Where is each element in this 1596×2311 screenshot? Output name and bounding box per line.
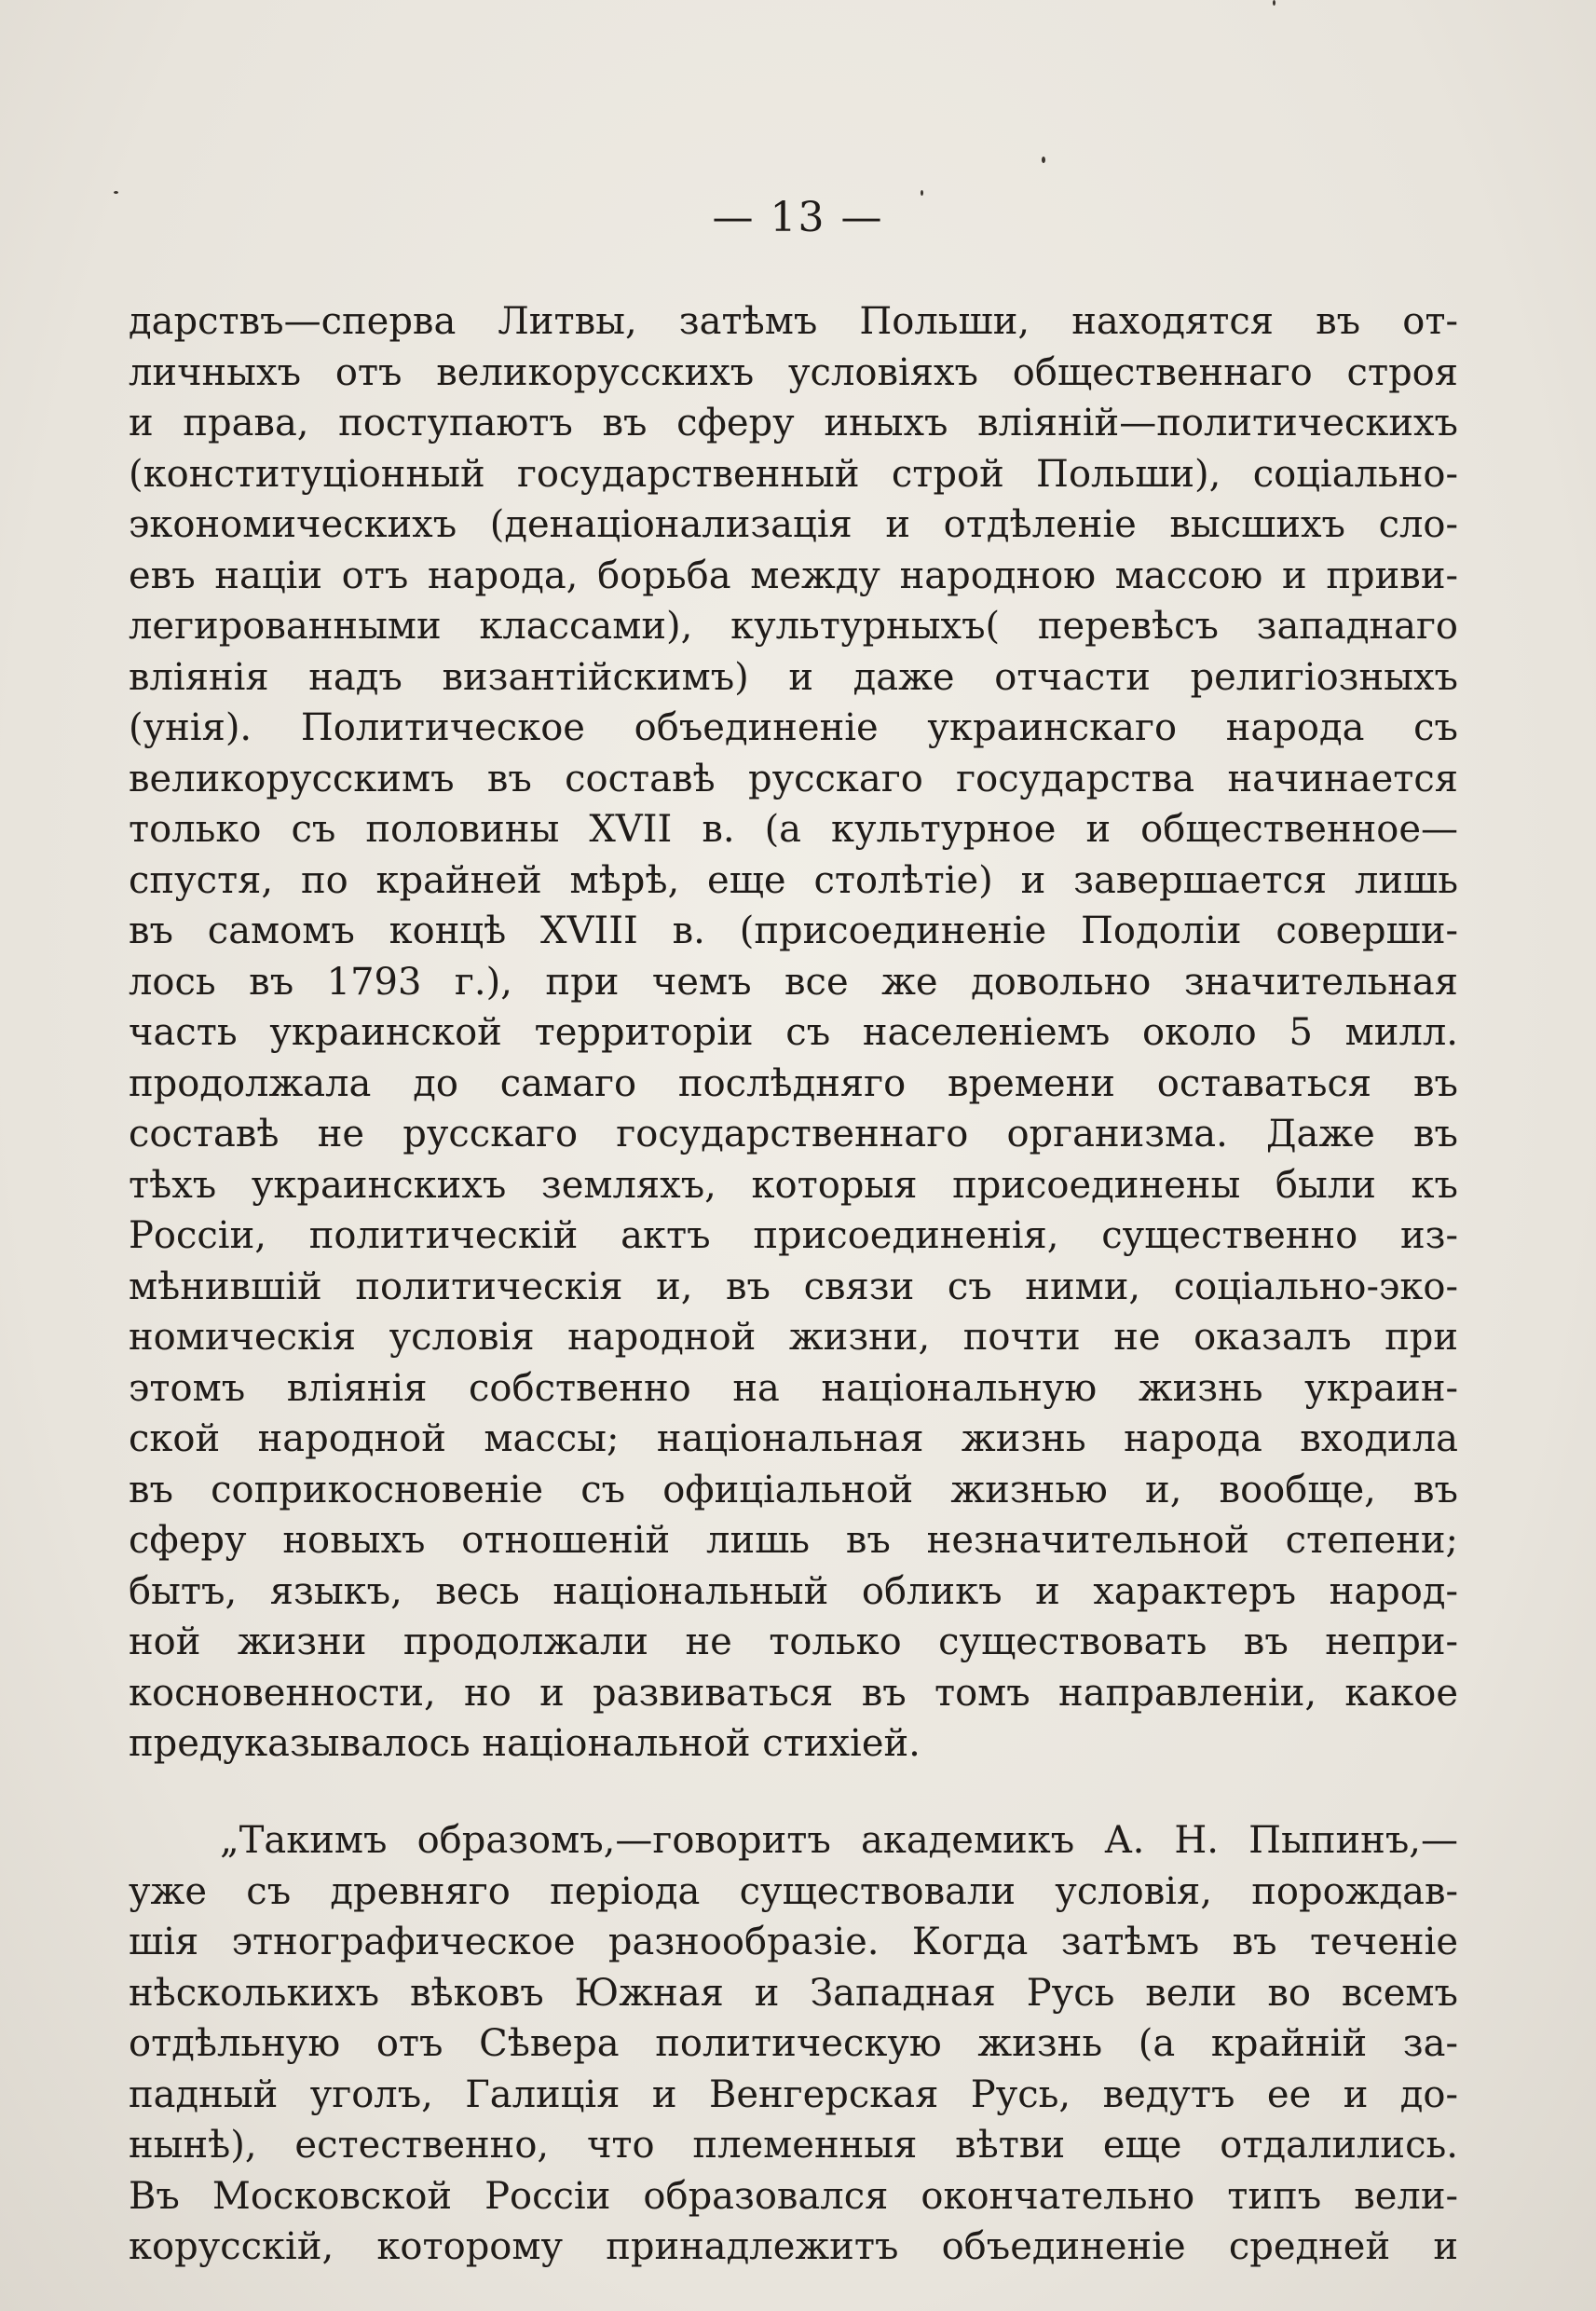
- text-line: вліянія надъ византійскимъ) и даже отчасти религіозныхъ: [129, 655, 1458, 699]
- text-line: „Такимъ образомъ,—говоритъ академикъ А. Н. Пыпинъ,—: [220, 1819, 1458, 1862]
- text-line: Россіи, политическій актъ присоединенія, существенно из-: [129, 1214, 1458, 1257]
- text-line: продолжала до самаго послѣдняго времени оставаться въ: [129, 1061, 1458, 1105]
- text-line: падный уголъ, Галиція и Венгерская Русь, ведутъ ее и до-: [129, 2072, 1458, 2116]
- text-line: легированными классами), культурныхъ( перевѣсъ западнаго: [129, 605, 1458, 648]
- text-line: ской народной массы; національная жизнь народа входила: [129, 1417, 1458, 1460]
- text-line: нѣсколькихъ вѣковъ Южная и Западная Русь вели во всемъ: [129, 1971, 1458, 2015]
- text-line: евъ націи отъ народа, борьба между народною массою и приви-: [129, 554, 1458, 597]
- print-speck: [1273, 0, 1275, 6]
- text-line: часть украинской территоріи съ населеніемъ около 5 милл.: [129, 1011, 1458, 1054]
- text-line: Въ Московской Россіи образовался окончательно типъ вели-: [129, 2174, 1458, 2218]
- text-line: нынѣ), естественно, что племенныя вѣтви еще отдалились.: [129, 2124, 1458, 2167]
- text-line: предуказывалось національной стихіей.: [129, 1722, 921, 1765]
- text-line: этомъ вліянія собственно на національную жизнь украин-: [129, 1366, 1458, 1410]
- text-line: и права, поступаютъ въ сферу иныхъ вліяній—политическихъ: [129, 402, 1458, 444]
- text-line: сферу новыхъ отношеній лишь въ незначительной степени;: [129, 1519, 1458, 1562]
- text-line: ной жизни продолжали не только существовать въ непри-: [129, 1620, 1458, 1663]
- text-line: только съ половины XVII в. (а культурное и общественное—: [129, 808, 1458, 851]
- text-line: корусскій, которому принадлежитъ объединеніе средней и: [129, 2225, 1458, 2268]
- text-line: великорусскимъ въ составѣ русскаго государства начинается: [129, 757, 1458, 800]
- text-line: мѣнившій политическія и, въ связи съ ними, соціально-эко-: [129, 1265, 1458, 1308]
- text-line: дарствъ—сперва Литвы, затѣмъ Польши, находятся въ от-: [129, 300, 1458, 343]
- text-line: въ соприкосновеніе съ офиціальной жизнью и, вообще, въ: [129, 1468, 1458, 1511]
- text-line: уже съ древняго періода существовали условія, порождав-: [129, 1869, 1458, 1913]
- paragraph-quote: [129, 1815, 1458, 2273]
- text-line: лось въ 1793 г.), при чемъ все же довольно значительная: [129, 960, 1458, 1004]
- text-line: спустя, по крайней мѣрѣ, еще столѣтіе) и завершается лишь: [129, 858, 1458, 902]
- text-line: въ самомъ концѣ XVIII в. (присоединеніе Подоліи соверши-: [129, 909, 1458, 952]
- text-line: тѣхъ украинскихъ земляхъ, которыя присоединены были къ: [129, 1163, 1458, 1207]
- text-line: (унія). Политическое объединеніе украинскаго народа съ: [129, 706, 1458, 749]
- text-line: косновенности, но и развиваться въ томъ направленіи, какое: [129, 1671, 1458, 1715]
- paragraph-continued: [129, 296, 1458, 1770]
- print-speck: [1042, 157, 1045, 163]
- text-line: составѣ не русскаго государственнаго организма. Даже въ: [129, 1113, 1458, 1156]
- text-line: номическія условія народной жизни, почти не оказалъ при: [129, 1316, 1458, 1359]
- text-line: бытъ, языкъ, весь національный обликъ и характеръ народ-: [129, 1569, 1458, 1613]
- text-line: отдѣльную отъ Сѣвера политическую жизнь (а крайній за-: [129, 2022, 1458, 2065]
- text-line: шія этнографическое разнообразіе. Когда затѣмъ въ теченіе: [129, 1921, 1458, 1963]
- text-line: (конституціонный государственный строй Польши), соціально-: [129, 452, 1458, 496]
- text-line: экономическихъ (денаціонализація и отдѣленіе высшихъ сло-: [129, 503, 1458, 546]
- text-line: личныхъ отъ великорусскихъ условіяхъ общественнаго строя: [129, 350, 1458, 394]
- page-number: — 13 —: [712, 194, 884, 241]
